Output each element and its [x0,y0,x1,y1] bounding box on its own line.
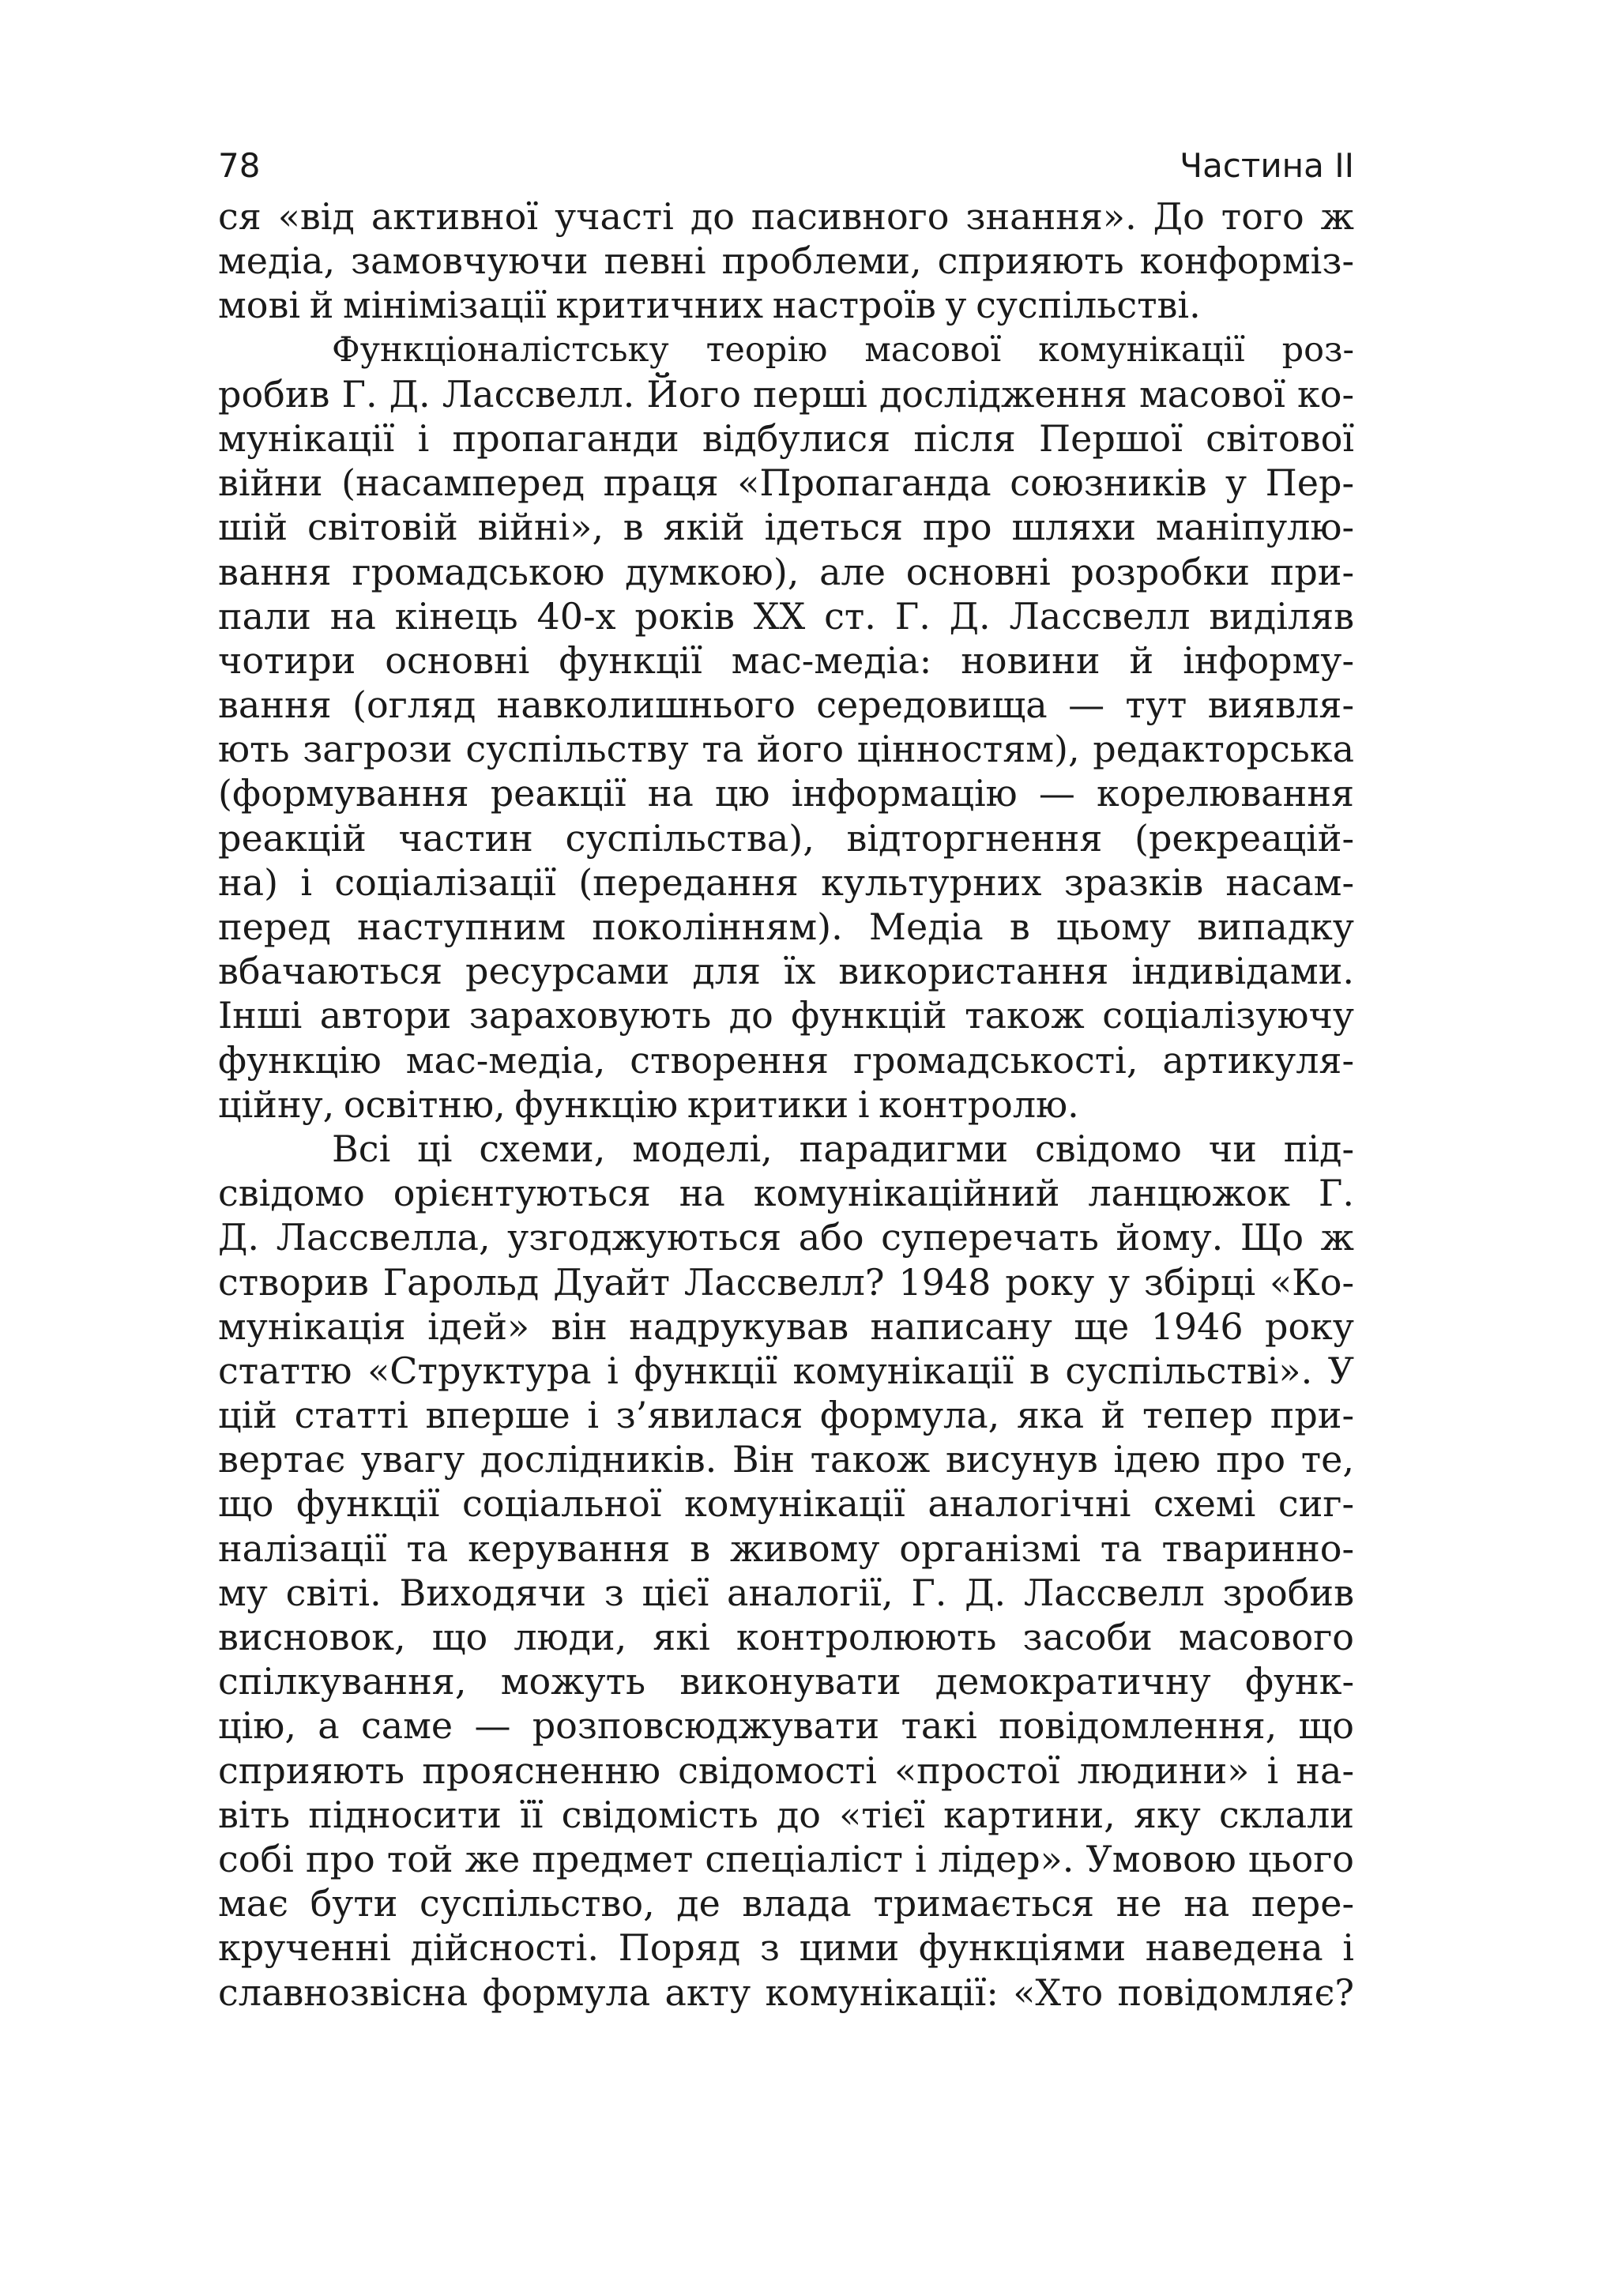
text-line: медіа, замовчуючи певні проблеми, сприяють конформіз- [218,239,1354,283]
text-line: собі про той же предмет спеціаліст і лідер». Умовою цього [218,1837,1354,1880]
page-number: 78 [218,146,261,185]
text-line: сприяють проясненню свідомості «простої людини» і на- [218,1748,1354,1792]
text-line: цію, а саме — розповсюджувати такі повідомлення, що [218,1704,1354,1748]
text-line: Інші автори зараховують до функцій також соціалізуючу [218,994,1354,1037]
text-line: чотири основні функції мас-медіа: новини й інформу- [218,638,1354,682]
body-text [218,194,1354,2015]
text-line: ють загрози суспільству та його цінностям), редакторська [218,728,1354,771]
text-line: віть підносити її свідомість до «тієї картини, яку склали [218,1793,1354,1836]
text-line: славнозвісна формула акту комунікації: «Хто повідомляє? [218,1970,1354,2014]
text-line: вання громадською думкою), але основні розробки при- [218,550,1354,593]
text-line: висновок, що люди, які контролюють засоби масового [218,1616,1354,1658]
text-line: Д. Лассвелла, узгоджуються або суперечать йому. Що ж [218,1216,1354,1259]
text-line: статтю «Структура і функції комунікації в суспільстві». У [218,1349,1354,1392]
running-head: Частина II [1180,146,1354,185]
text-line: робив Г. Д. Лассвелл. Його перші дослідження масової ко- [218,372,1354,416]
text-line: створив Гарольд Дуайт Лассвелл? 1948 року у збірці «Ко- [218,1260,1354,1304]
text-line: на) і соціалізації (передання культурних зразків насам- [218,860,1354,904]
text-line: реакцій частин суспільства), відторгнення (рекреацій- [218,816,1354,860]
text-line: цій статті вперше і з’явилася формула, яка й тепер при- [218,1394,1354,1437]
text-line: вертає увагу дослідників. Він також висунув ідею про те, [218,1438,1354,1481]
text-line: спілкування, можуть виконувати демократичну функ- [218,1660,1354,1703]
text-line: війни (насамперед праця «Пропаганда союзників у Пер- [218,461,1354,505]
text-line: шій світовій війні», в якій ідеться про шляхи маніпулю- [218,506,1354,549]
text-line: (формування реакції на цю інформацію — корелювання [218,772,1354,815]
text-line: Всі ці схеми, моделі, парадигми свідомо чи під- [332,1127,1354,1170]
text-line: свідомо орієнтуються на комунікаційний ланцюжок Г. [218,1172,1354,1215]
page-header [218,142,1354,190]
text-line: мунікація ідей» він надрукував написану ще 1946 року [218,1304,1354,1348]
text-line: налізації та керування в живому організмі та тваринно- [218,1526,1354,1570]
text-line: ся «від активної участі до пасивного знання». До того ж [218,195,1354,238]
text-line: мові й мінімізації критичних настроїв у суспільстві. [218,284,1201,327]
text-line: перед наступним поколінням). Медіа в цьому випадку [218,905,1354,948]
text-line: Функціоналістську теорію масової комунікації роз- [332,329,1354,370]
text-line: що функції соціальної комунікації аналогічні схемі сиг- [218,1482,1354,1526]
text-line: мунікації і пропаганди відбулися після Першої світової [218,416,1354,460]
text-line: ційну, освітню, функцію критики і контролю. [218,1082,1079,1126]
text-line: вбачаються ресурсами для їх використання індивідами. [218,950,1354,993]
text-line: крученні дійсності. Поряд з цими функціями наведена і [218,1926,1354,1970]
text-line: має бути суспільство, де влада тримається не на пере- [218,1882,1354,1925]
text-line: функцію мас-медіа, створення громадськості, артикуля- [218,1038,1354,1082]
text-line: му світі. Виходячи з цієї аналогії, Г. Д. Лассвелл зробив [218,1571,1354,1614]
text-line: вання (огляд навколишнього середовища — тут виявля- [218,683,1354,727]
text-line: пали на кінець 40-х років XX ст. Г. Д. Лассвелл виділяв [218,594,1354,638]
